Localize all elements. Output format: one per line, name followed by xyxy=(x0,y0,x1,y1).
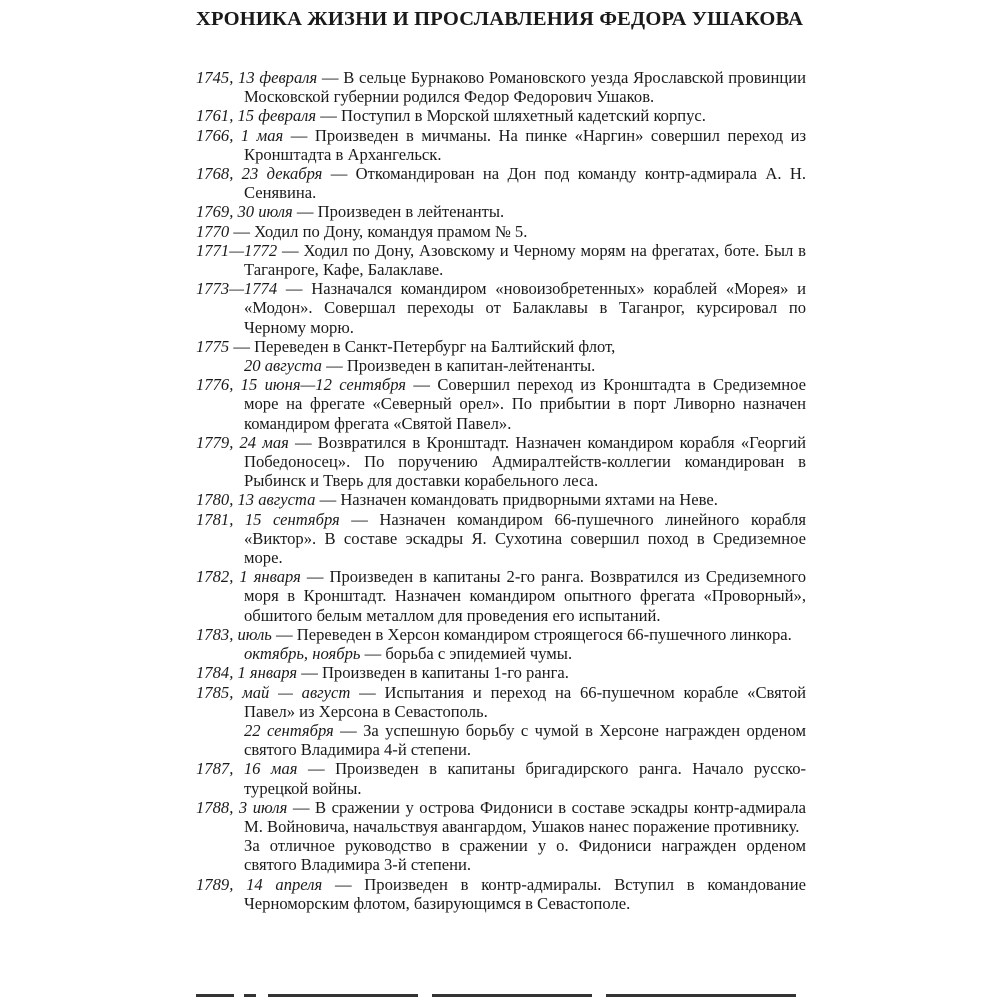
entry-text: Ходил по Дону, Азовскому и Черному морям на фрегатах, боте. Был в Таганроге, Кафе, Балаклаве. xyxy=(244,240,807,280)
chronicle-entry: 1771—1772 — Ходил по Дону, Азовскому и Черному морям на фрегатах, боте. Был в Таганроге, Кафе, Балаклаве. xyxy=(196,240,807,280)
chronicle-entry: 1781, 15 сентября — Назначен командиром 66-пушечного линейного корабля «Виктор». В составе эскадры Я. Сухотина совершил поход в Средиземное море. xyxy=(196,509,806,568)
chronicle-entry: 1761, 15 февраля — Поступил в Морской шляхетный кадетский корпус. xyxy=(196,106,706,126)
cut-off-glyphs xyxy=(268,994,418,997)
entry-text: Откомандирован на Дон под команду контр-адмирала А. Н. Сенявина. xyxy=(244,164,806,203)
entry-text: Испытания и переход на 66-пушечном корабле «Святой Павел» из Херсона в Севастополь. xyxy=(244,682,806,721)
entry-date: 1773—1774 xyxy=(196,279,278,299)
entry-text: За отличное руководство в сражении у о. Фидониси награжден орденом святого Владимира 3-й степени. xyxy=(244,836,806,875)
entry-text: Переведен в Санкт-Петербург на Балтийский флот, xyxy=(254,336,616,356)
chronicle-subentry: 20 августа — Произведен в капитан-лейтенанты. xyxy=(244,356,596,376)
entry-date: 1780, 13 августа xyxy=(196,490,316,510)
entry-text: Назначался командиром «новоизобретенных» кораблей «Морея» и «Модон». Совершал переходы от Балаклавы в Таганрог, курсировал по Черному морю. xyxy=(244,279,807,337)
chronicle-entry: 1745, 13 февраля — В сельце Бурнаково Романовского уезда Ярославской провинции Московской губернии родился Федор Федорович Ушаков. xyxy=(196,68,806,107)
entry-date: 1766, 1 мая xyxy=(196,125,284,145)
entry-text: В сельце Бурнаково Романовского уезда Ярославской провинции Московской губернии родился Федор Федорович Ушаков. xyxy=(244,68,806,107)
entry-text: Произведен в капитаны 1-го ранга. xyxy=(321,663,569,683)
entry-text: Совершил переход из Кронштадта в Средиземное море на фрегате «Северный орел». По прибытии в порт Ливорно назначен командиром фрегата «Святой Павел». xyxy=(244,375,807,433)
cut-off-glyphs xyxy=(606,994,796,997)
page-title: ХРОНИКА ЖИЗНИ И ПРОСЛАВЛЕНИЯ ФЕДОРА УШАКОВА xyxy=(196,8,804,30)
entry-date: 1784, 1 января xyxy=(196,663,298,683)
cut-off-glyphs xyxy=(196,994,234,997)
entry-text: Произведен в мичманы. На пинке «Наргин» совершил переход из Кронштадта в Архангельск. xyxy=(244,125,807,164)
entry-text: Произведен в капитан-лейтенанты. xyxy=(346,356,596,376)
chronicle-entry: 1768, 23 декабря — Откомандирован на Дон под команду контр-адмирала А. Н. Сенявина. xyxy=(196,164,806,203)
chronicle-entry: 1770 — Ходил по Дону, командуя прамом № 5. xyxy=(196,221,528,241)
entry-text: Назначен командиром 66-пушечного линейного корабля «Виктор». В составе эскадры Я. Сухотина совершил поход в Средиземное море. xyxy=(244,509,806,568)
chronicle-entry: 1787, 16 мая — Произведен в капитаны бригадирского ранга. Начало русско-турецкой войны. xyxy=(196,759,807,798)
entry-text: Произведен в контр-адмиралы. Вступил в командование Черноморским флотом, базирующимся в Севастополе. xyxy=(244,874,806,913)
entry-text: Возвратился в Кронштадт. Назначен командиром корабля «Георгий Победоносец». По поручению Адмиралтейств-коллегии командирован в Рыбинск и Тверь для доставки корабельного леса. xyxy=(244,432,807,491)
entry-date: 1781, 15 сентября xyxy=(196,509,340,529)
chronicle-entry: 1789, 14 апреля — Произведен в контр-адмиралы. Вступил в командование Черноморским флотом, базирующимся в Севастополе. xyxy=(196,874,806,913)
entry-date: 1761, 15 февраля xyxy=(196,106,317,126)
entry-date: 1775 xyxy=(196,336,230,356)
entry-text: В сражении у острова Фидониси в составе эскадры контр-адмирала М. Войновича, начальствуя авангардом, Ушаков нанес поражение противнику. xyxy=(244,797,806,836)
chronicle-body xyxy=(196,68,806,913)
entry-date: 1745, 13 февраля xyxy=(196,68,318,87)
entry-date: 1771—1772 xyxy=(196,240,278,260)
chronicle-entry: 1785, май — август — Испытания и переход на 66-пушечном корабле «Святой Павел» из Херсона в Севастополь. xyxy=(196,682,806,721)
entry-text: Поступил в Морской шляхетный кадетский корпус. xyxy=(341,106,706,126)
entry-date: 1787, 16 мая xyxy=(196,759,298,779)
entry-date: 1770 xyxy=(196,221,230,241)
entry-text: Назначен командовать придворными яхтами на Неве. xyxy=(340,490,718,510)
chronicle-paragraph xyxy=(196,836,806,874)
entry-text: Произведен в капитаны бригадирского ранга. Начало русско-турецкой войны. xyxy=(244,759,807,798)
entry-text: борьба с эпидемией чумы. xyxy=(385,644,573,664)
cut-off-glyphs xyxy=(432,994,592,997)
entry-date: 20 августа xyxy=(244,356,322,376)
chronicle-entry: 1780, 13 августа — Назначен командовать придворными яхтами на Неве. xyxy=(196,490,718,510)
entry-text: За успешную борьбу с чумой в Херсоне награжден орденом святого Владимира 4-й степени. xyxy=(244,720,806,760)
entry-date: 1769, 30 июля xyxy=(196,202,293,222)
entry-date: 1779, 24 мая xyxy=(196,432,289,452)
cut-off-glyphs xyxy=(244,994,256,997)
entry-date: 22 сентября xyxy=(244,720,334,740)
chronicle-entry: 1775 — Переведен в Санкт-Петербург на Балтийский флот, xyxy=(196,336,616,356)
chronicle-entry: 1766, 1 мая — Произведен в мичманы. На пинке «Наргин» совершил переход из Кронштадта в Архангельск. xyxy=(196,125,807,164)
entry-date: 1768, 23 декабря xyxy=(196,164,323,184)
entry-text: Переведен в Херсон командиром строящегося 66-пушечного линкора. xyxy=(296,624,792,644)
chronicle-entry: 1773—1774 — Назначался командиром «новоизобретенных» кораблей «Морея» и «Модон». Совершал переходы от Балаклавы в Таганрог, курсировал по Черному морю. xyxy=(196,279,807,337)
entry-date: 1783, июль xyxy=(196,624,272,644)
chronicle-subentry: октябрь, ноябрь — борьба с эпидемией чумы. xyxy=(244,644,573,664)
chronicle-entry: 1776, 15 июня—12 сентября — Совершил переход из Кронштадта в Средиземное море на фрегате «Северный орел». По прибытии в порт Ливорно назначен командиром фрегата «Святой Павел». xyxy=(196,375,807,433)
entry-date: 1782, 1 января xyxy=(196,567,301,587)
chronicle-entry: 1769, 30 июля — Произведен в лейтенанты. xyxy=(196,202,505,222)
entry-text: Ходил по Дону, командуя прамом № 5. xyxy=(254,221,528,241)
chronicle-entry: 1782, 1 января — Произведен в капитаны 2-го ранга. Возвратился из Средиземного моря в Кронштадт. Назначен командиром опытного фрегата «Проворный», обшитого белым металлом для проведения его испытаний. xyxy=(196,567,807,625)
entry-date: 1776, 15 июня—12 сентября xyxy=(196,375,407,395)
chronicle-entry: 1788, 3 июля — В сражении у острова Фидониси в составе эскадры контр-адмирала М. Войновича, начальствуя авангардом, Ушаков нанес поражение противнику. xyxy=(196,797,806,836)
chronicle-entry: 1779, 24 мая — Возвратился в Кронштадт. Назначен командиром корабля «Георгий Победоносец». По поручению Адмиралтейств-коллегии командирован в Рыбинск и Тверь для доставки корабельного леса. xyxy=(196,432,807,491)
entry-date: октябрь, ноябрь xyxy=(244,644,361,664)
entry-date: 1788, 3 июля xyxy=(196,797,288,817)
entry-date: 1789, 14 апреля xyxy=(196,874,323,894)
chronicle-entry: 1783, июль — Переведен в Херсон командиром строящегося 66-пушечного линкора. xyxy=(196,624,792,644)
chronicle-entry: 1784, 1 января — Произведен в капитаны 1-го ранга. xyxy=(196,663,569,683)
entry-text: Произведен в капитаны 2-го ранга. Возвратился из Средиземного моря в Кронштадт. Назначен командиром опытного фрегата «Проворный», обшитого белым металлом для проведения его испытаний. xyxy=(244,567,807,625)
entry-text: Произведен в лейтенанты. xyxy=(317,202,505,222)
chronicle-subentry: 22 сентября — За успешную борьбу с чумой в Херсоне награжден орденом святого Владимира 4-й степени. xyxy=(244,720,806,760)
cut-off-next-line xyxy=(196,994,806,1000)
entry-date: 1785, май — август xyxy=(196,682,351,702)
